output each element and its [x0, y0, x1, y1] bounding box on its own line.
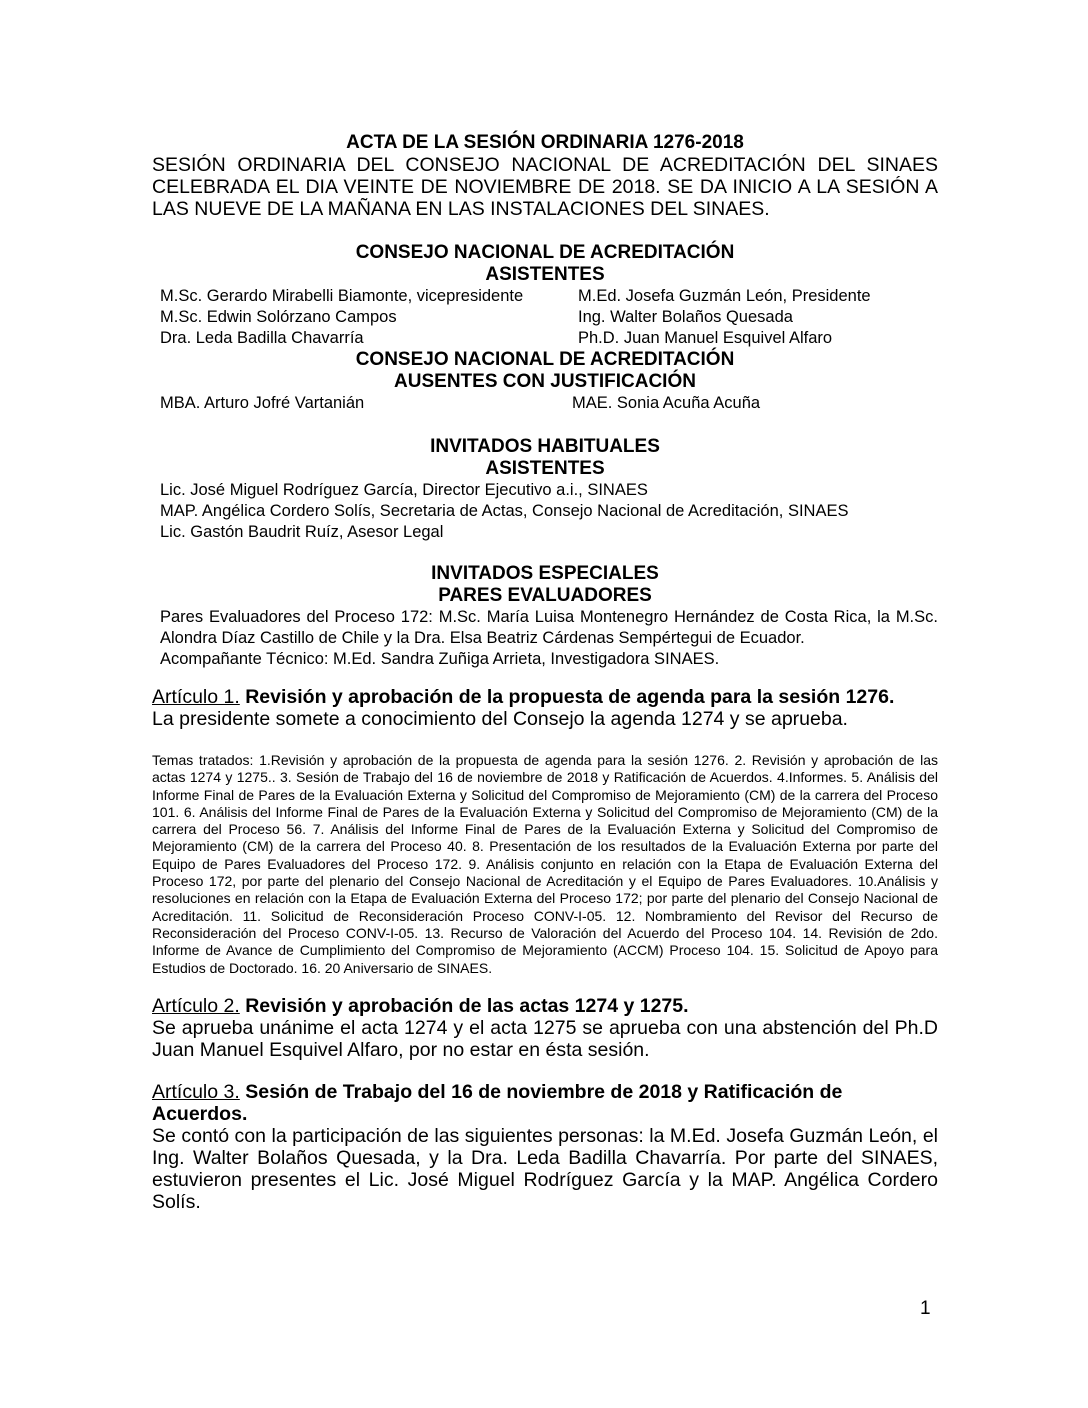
document-page: [152, 128, 938, 1213]
acompanante-tecnico: Acompañante Técnico: M.Ed. Sandra Zuñiga Arrieta, Investigadora SINAES.: [160, 650, 720, 668]
articulo-2-heading: [152, 995, 938, 1017]
articulo-label: Artículo 3.: [152, 1080, 240, 1103]
articulo-label: Artículo 1.: [152, 686, 240, 708]
attendee: Ph.D. Juan Manuel Esquivel Alfaro: [578, 329, 833, 347]
invitados-habituales-heading: INVITADOS HABITUALES: [430, 436, 660, 457]
articulo-3-heading: [152, 1081, 938, 1125]
consejo-heading: CONSEJO NACIONAL DE ACREDITACIÓN: [355, 242, 735, 263]
consejo-absentees: [152, 393, 938, 414]
articulo-label: Artículo 2.: [152, 994, 240, 1017]
attendee: Dra. Leda Badilla Chavarría: [160, 329, 364, 347]
pares-evaluadores-text: Pares Evaluadores del Proceso 172: M.Sc. María Luisa Montenegro Hernández de Costa Rica, la M.Sc. Alondra Díaz Castillo de Chile y la Dra. Elsa Beatriz Cárdenas Sempértegui de Ecuador.: [160, 608, 938, 647]
invitados-especiales-heading: INVITADOS ESPECIALES: [431, 563, 659, 584]
page-number: 1: [920, 1298, 931, 1319]
articulo-title: Revisión y aprobación de la propuesta de agenda para la sesión 1276.: [245, 686, 895, 708]
pares-evaluadores-heading: PARES EVALUADORES: [438, 585, 652, 606]
list-item: Lic. José Miguel Rodríguez García, Director Ejecutivo a.i., SINAES: [160, 481, 648, 499]
list-item: MAP. Angélica Cordero Solís, Secretaria de Actas, Consejo Nacional de Acreditación, SINAES: [160, 502, 849, 520]
document-title: ACTA DE LA SESIÓN ORDINARIA 1276-2018: [346, 132, 744, 153]
consejo-attendees: [152, 286, 938, 349]
invitados-habituales-list: [152, 480, 938, 543]
ausentes-heading: AUSENTES CON JUSTIFICACIÓN: [394, 371, 696, 392]
articulo-1-heading: [152, 686, 938, 708]
attendee: M.Ed. Josefa Guzmán León, Presidente: [578, 287, 871, 305]
asistentes-heading: ASISTENTES: [485, 264, 605, 285]
articulo-title: Revisión y aprobación de las actas 1274 y 1275.: [245, 994, 689, 1017]
asistentes-heading: ASISTENTES: [485, 458, 605, 479]
articulo-title: Sesión de Trabajo del 16 de noviembre de 2018 y Ratificación de Acuerdos.: [152, 1080, 843, 1125]
attendee: M.Sc. Gerardo Mirabelli Biamonte, vicepresidente: [160, 287, 524, 305]
articulo-3-body: Se contó con la participación de las siguientes personas: la M.Ed. Josefa Guzmán León, el Ing. Walter Bolaños Quesada, y la Dra. Leda Badilla Chavarría. Por parte del SINAES, estuvieron presentes el Lic. José Miguel Rodríguez García y la MAP. Angélica Cordero Solís.: [152, 1124, 938, 1213]
session-intro: SESIÓN ORDINARIA DEL CONSEJO NACIONAL DE ACREDITACIÓN DEL SINAES CELEBRADA EL DIA VEINTE DE NOVIEMBRE DE 2018. SE DA INICIO A LA SESIÓN A LAS NUEVE DE LA MAÑANA EN LAS INSTALACIONES DEL SINAES.: [152, 154, 938, 220]
list-item: Lic. Gastón Baudrit Ruíz, Asesor Legal: [160, 523, 444, 541]
absentee: MAE. Sonia Acuña Acuña: [572, 394, 761, 412]
consejo-heading: CONSEJO NACIONAL DE ACREDITACIÓN: [355, 349, 735, 370]
absentee: MBA. Arturo Jofré Vartanián: [160, 394, 365, 412]
articulo-2-body: Se aprueba unánime el acta 1274 y el acta 1275 se aprueba con una abstención del Ph.D Juan Manuel Esquivel Alfaro, por no estar en ésta sesión.: [152, 1016, 938, 1061]
attendee: M.Sc. Edwin Solórzano Campos: [160, 308, 397, 326]
temas-tratados: Temas tratados: 1.Revisión y aprobación de la propuesta de agenda para la sesión 1276. 2. Revisión y aprobación de las actas 1274 y 1275.. 3. Sesión de Trabajo del 16 de noviembre de 2018 y Ratificación de Acuerdos. 4.Informes. 5. Análisis del Informe Final de Pares de la Evaluación Externa y Solicitud del Compromiso de Mejoramiento (CM) de la carrera del Proceso 101. 6. Análisis del Informe Final de Pares de la Evaluación Externa y Solicitud del Compromiso de Mejoramiento (CM) de la carrera del Proceso 56. 7. Análisis del Informe Final de Pares de la Evaluación Externa y Solicitud del Compromiso de Mejoramiento (CM) de la carrera del Proceso 40. 8. Presentación de los resultados de la Evaluación Externa por parte del Equipo de Pares Evaluadores del Proceso 172. 9. Análisis conjunto en relación con la Etapa de Evaluación Externa del Proceso 172, por parte del plenario del Consejo Nacional de Acreditación y el Equipo de Pares Evaluadores. 10.Análisis y resoluciones en relación con la Etapa de Evaluación Externa del Proceso 172; por parte del plenario del Consejo Nacional de Acreditación. 11. Solicitud de Reconsideración Proceso CONV-I-05. 12. Nombramiento del Revisor del Recurso de Reconsideración del Proceso CONV-I-05. 13. Recurso de Valoración del Acuerdo del Proceso 104. 14. Revisión de 2do. Informe de Avance de Cumplimiento del Compromiso de Mejoramiento (ACCM) Proceso 104. 15. Solicitud de Apoyo para Estudios de Doctorado. 16. 20 Aniversario de SINAES.: [152, 752, 938, 976]
attendee: Ing. Walter Bolaños Quesada: [578, 308, 793, 326]
articulo-1-body: La presidente somete a conocimiento del Consejo la agenda 1274 y se aprueba.: [152, 708, 848, 730]
